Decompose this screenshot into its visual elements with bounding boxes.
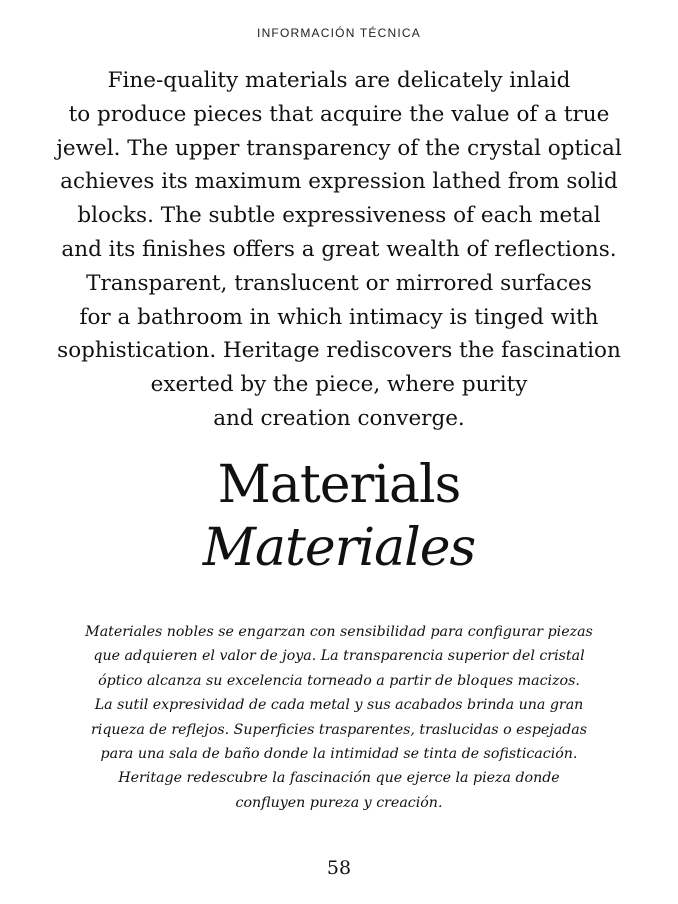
english-line: and creation converge.: [213, 405, 465, 431]
page-title: [0, 452, 678, 578]
spanish-line: riqueza de reflejos. Superficies trasparentes, traslucidas o espejadas: [91, 721, 587, 738]
english-line: for a bathroom in which intimacy is tinged with: [79, 304, 599, 330]
spanish-line: que adquieren el valor de joya. La transparencia superior del cristal: [93, 648, 585, 665]
english-line: sophistication. Heritage rediscovers the fascination: [57, 338, 621, 364]
spanish-line: Heritage redescubre la fascinación que ejerce la pieza donde: [118, 770, 560, 787]
english-line: Fine-quality materials are delicately inlaid: [107, 68, 571, 93]
title-spanish: Materiales: [202, 518, 476, 578]
english-line: to produce pieces that acquire the value of a true: [68, 101, 610, 127]
english-line: exerted by the piece, where purity: [150, 372, 528, 398]
english-paragraph: [44, 64, 634, 436]
title-english: Materials: [217, 455, 461, 515]
spanish-line: La sutil expresividad de cada metal y sus acabados brinda una gran: [94, 697, 584, 714]
english-line: achieves its maximum expression lathed from solid: [60, 169, 618, 195]
spanish-line: confluyen pureza y creación.: [235, 794, 443, 811]
spanish-line: para una sala de baño donde la intimidad se tinta de sofisticación.: [100, 746, 578, 763]
english-line: Transparent, translucent or mirrored surfaces: [86, 270, 592, 296]
english-line: and its finishes offers a great wealth of reflections.: [61, 236, 617, 262]
english-line: blocks. The subtle expressiveness of each metal: [77, 203, 601, 229]
page-number: 58: [326, 857, 352, 879]
spanish-paragraph: [30, 620, 648, 815]
spanish-line: óptico alcanza su excelencia torneado a partir de bloques macizos.: [98, 672, 580, 689]
section-header: INFORMACIÓN TÉCNICA: [257, 26, 421, 40]
english-line: jewel. The upper transparency of the crystal optical: [56, 135, 622, 161]
spanish-line: Materiales nobles se engarzan con sensibilidad para configurar piezas: [85, 624, 593, 640]
